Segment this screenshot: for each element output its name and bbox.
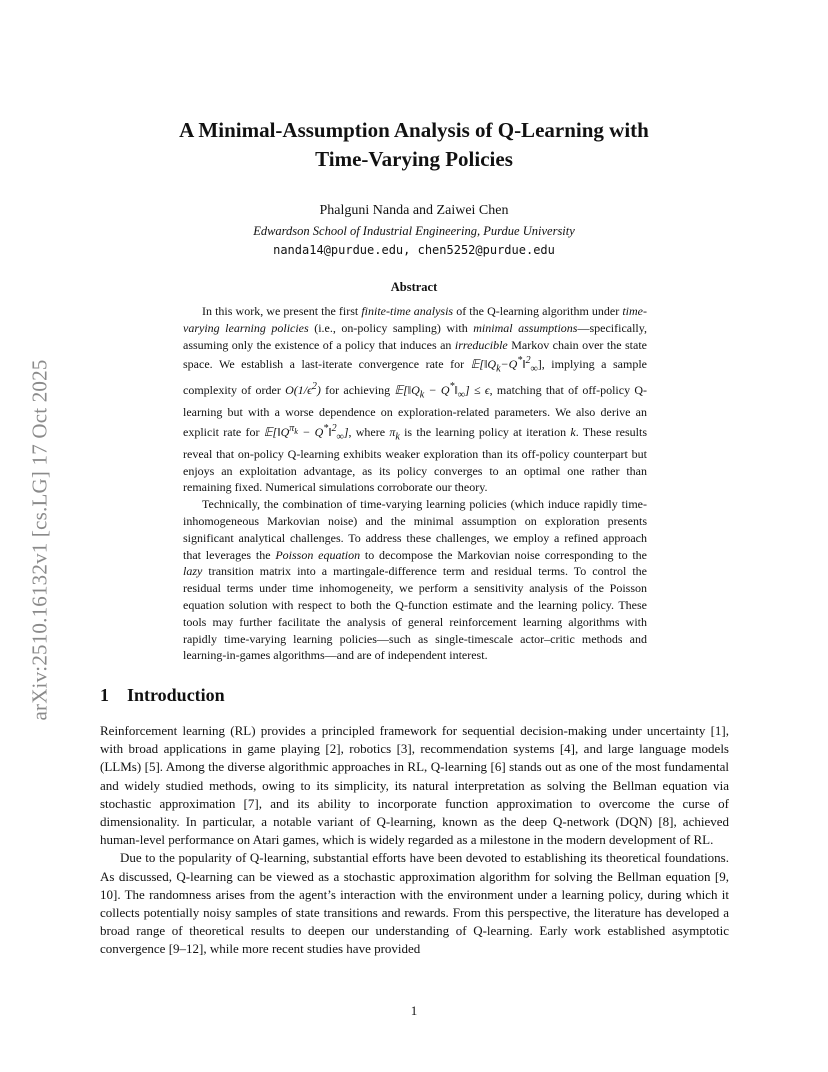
abstract-text: , matching that of off-policy Q-learning but with a worse dependence on exploration-related parameters. We also derive an explicit rate for	[183, 382, 648, 439]
section-title: Introduction	[127, 685, 225, 705]
abstract-text: In this work, we present the first	[202, 304, 362, 318]
abstract-emphasis: minimal assumptions	[473, 320, 578, 335]
abstract-emphasis: lazy	[183, 564, 203, 579]
abstract-text: is the learning policy at iteration	[399, 424, 571, 439]
math-expression: $O(1/\epsilon^2)$	[285, 380, 321, 397]
emails: nanda14@purdue.edu, chen5252@purdue.edu	[273, 243, 555, 257]
abstract-emphasis: finite-time analysis	[361, 304, 454, 318]
abstract-paragraph-1	[183, 303, 647, 496]
arxiv-id-text: arXiv:2510.16132v1 [cs.LG] 17 Oct 2025	[27, 359, 52, 721]
paper-title	[100, 116, 728, 174]
abstract-paragraph-2	[183, 496, 647, 664]
abstract-text: . These results reveal that on-policy Q-learning exhibits weaker exploration than its off-policy counterpart but enjoys an exploitation advantage, as its policy converges to an optimal one rather than remaining fixed. Numerical simulations corroborate our theory.	[183, 424, 648, 495]
math-expression: $\pi_k$	[389, 424, 400, 442]
page-number: 1	[410, 1003, 418, 1018]
math-expression: $𝔼[‖Q_k-Q^*‖^2_\infty$	[470, 355, 538, 375]
affiliation: Edwardson School of Industrial Engineering, Purdue University	[253, 224, 575, 238]
section-heading	[100, 685, 225, 706]
abstract-emphasis: irreducible	[454, 337, 508, 352]
abstract-emphasis: time-varying learning policies	[183, 304, 647, 335]
abstract-text: to decompose the Markovian noise corresponding to the	[360, 547, 648, 562]
arxiv-side-stamp	[20, 300, 60, 780]
math-expression: k	[570, 424, 576, 439]
section-number: 1	[100, 685, 109, 705]
abstract-text: of the Q-learning algorithm under	[453, 304, 623, 318]
abstract-text: , where	[348, 424, 390, 439]
abstract-text: (i.e., on-policy sampling) with	[308, 320, 474, 335]
intro-paragraph-2: Due to the popularity of Q-learning, substantial efforts have been devoted to establishing its theoretical foundations. As discussed, Q-learning can be viewed as a stochastic approximation algorithm for solving the Bellman equation [9, 10]. The randomness arises from the agent’s interaction with the environment under a learning policy, during which it collects potentially noisy samples of state transitions and rewards. From this perspective, the literature has developed a broad range of theoretical results to deepen our understanding of Q-learning. Early work established asymptotic convergence [9–12], while more recent studies have provided	[100, 850, 729, 957]
abstract-heading: Abstract	[390, 280, 438, 294]
intro-paragraph-1: Reinforcement learning (RL) provides a principled framework for sequential decision-making under uncertainty [1], with broad applications in game playing [2], robotics [3], recommendation systems [4], and large language models (LLMs) [5]. Among the diverse algorithmic approaches in RL, Q-learning [6] stands out as one of the most fundamental and widely studied methods, owing to its simplicity, its natural interpretation as solving the Bellman equation via stochastic approximation [7], and its ability to incorporate function approximation to overcome the curse of dimensionality. In particular, a notable variant of Q-learning, known as the deep Q-network (DQN) [8], achieved human-level performance on Atari games, which is widely regarded as a milestone in the modern development of RL.	[100, 723, 729, 848]
abstract-text: Technically, the combination of time-varying learning policies (which induce rapidly time-inhomogeneous Markovian noise) and the minimal assumption on exploration presents significant analytical challenges. To address these challenges, we employ a refined approach that leverages the	[183, 497, 647, 562]
math-expression: $𝔼[‖Q_k$ − $Q^*‖_\infty] \le \epsilon$	[394, 380, 490, 400]
abstract-text: ], implying a sample complexity of order	[183, 357, 647, 397]
title-line-1: A Minimal-Assumption Analysis of Q-Learning with	[179, 118, 649, 142]
abstract-text: —specifically, assuming only the existence of a policy that induces an	[183, 320, 647, 352]
title-line-2: Time-Varying Policies	[315, 147, 513, 171]
introduction-body	[100, 722, 729, 959]
abstract-body	[183, 303, 647, 664]
authors: Phalguni Nanda and Zaiwei Chen	[319, 203, 509, 218]
abstract-text: transition matrix into a martingale-difference term and residual terms. To control the residual terms under time inhomogeneity, we perform a sensitivity analysis of the Poisson equation solution with respect to both the Q-function estimate and the learning policy. These tools may further facilitate the analysis of general reinforcement learning algorithms with rapidly time-varying learning policies—such as single-timescale actor–critic methods and learning-in-games algorithms—and are of independent interest.	[183, 564, 647, 663]
abstract-text: for achieving	[320, 382, 395, 397]
math-expression: $𝔼[‖Q^{\pi_k}$ − Q*‖$^2_\infty$]	[263, 422, 349, 442]
abstract-text: Markov chain over the state space. We establish a last-iterate convergence rate for	[183, 337, 648, 372]
abstract-emphasis: Poisson equation	[275, 547, 361, 562]
